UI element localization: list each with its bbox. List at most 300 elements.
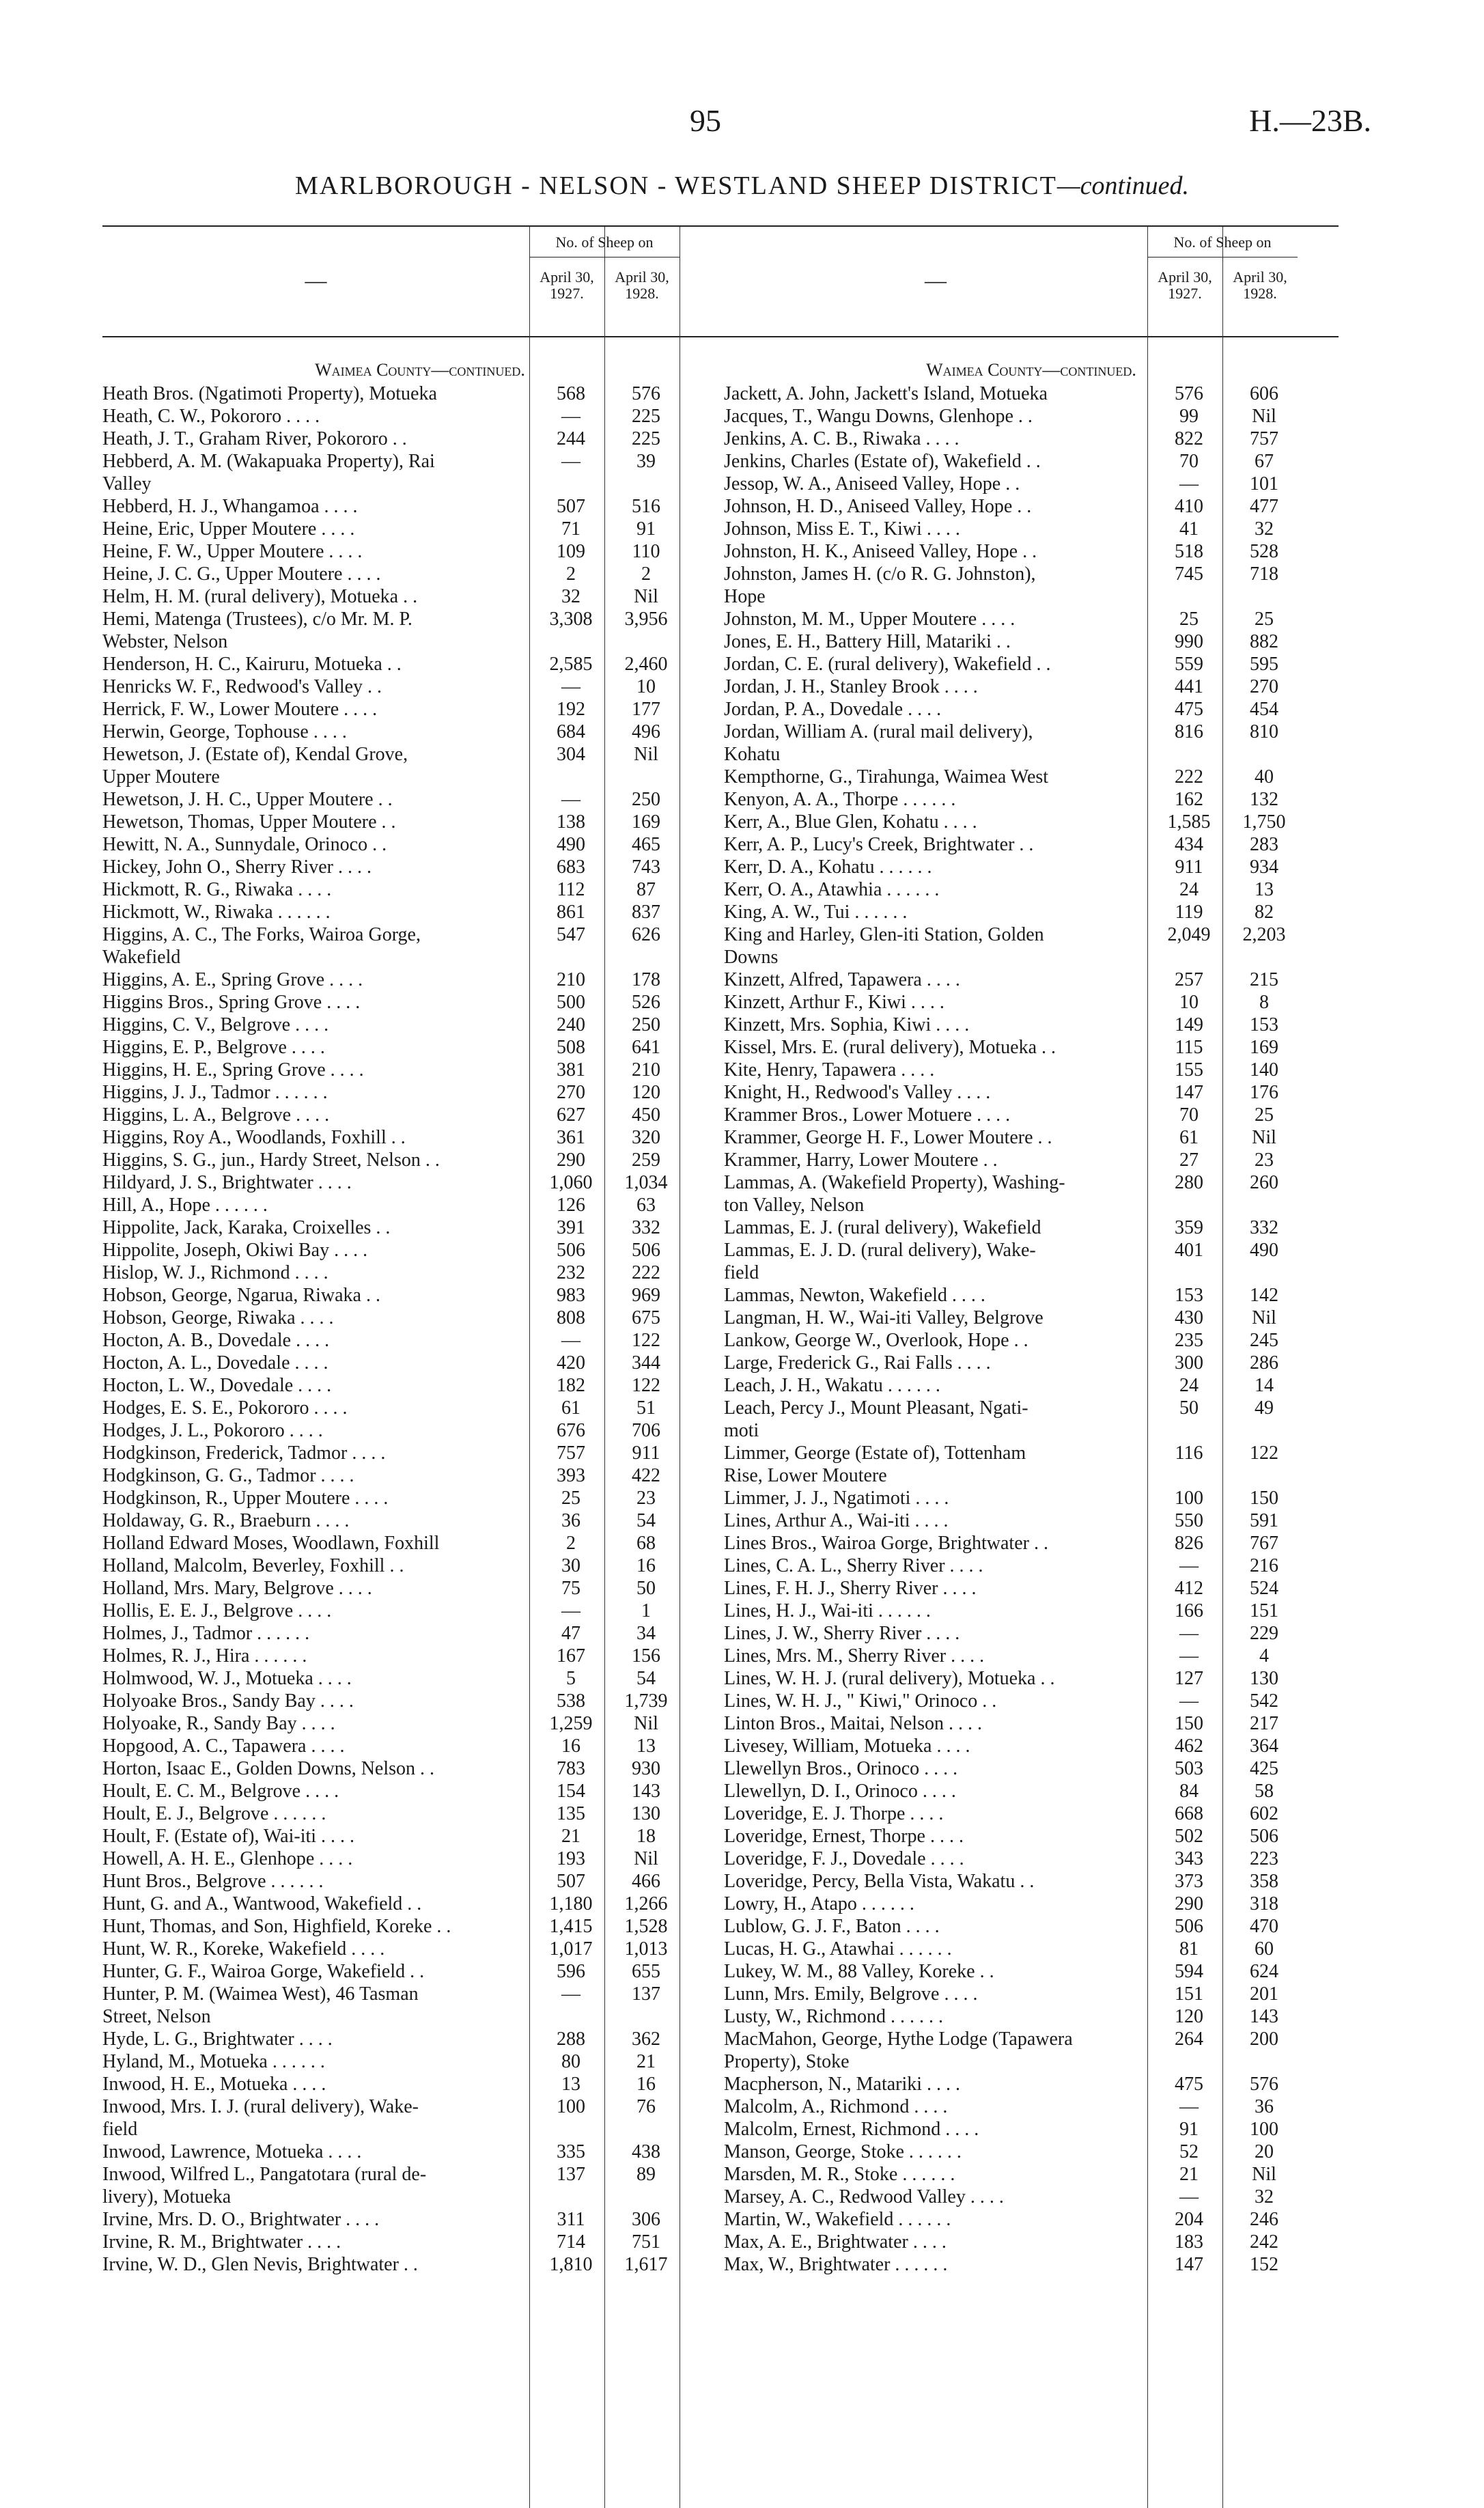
- sheep-1928: 450: [632, 1104, 660, 1126]
- sheep-1927: 147: [1175, 1082, 1203, 1103]
- sheep-1928: 20: [1255, 2141, 1274, 2162]
- table-row: [724, 2005, 1339, 2028]
- table-row: [102, 2028, 738, 2050]
- table-row: [724, 1509, 1339, 1532]
- table-row: [102, 1036, 738, 1059]
- sheep-1928: Nil: [1252, 2164, 1276, 2185]
- sheep-1927: 335: [557, 2141, 585, 2162]
- sheep-1927: 373: [1175, 1871, 1203, 1892]
- sheep-1928: 217: [1250, 1713, 1278, 1734]
- sheep-1928: [608, 473, 684, 495]
- sheep-1928: [1227, 1194, 1302, 1216]
- table-row: [102, 901, 738, 923]
- table-row: [102, 518, 738, 540]
- owner-name: Knight, H., Redwood's Valley . . . .: [724, 1082, 991, 1103]
- sheep-1927: 91: [1179, 2119, 1199, 2140]
- owner-name: Lammas, Newton, Wakefield . . . .: [724, 1285, 985, 1306]
- sheep-1927: 119: [1175, 902, 1203, 923]
- table-row: [102, 382, 738, 405]
- sheep-1927: 502: [1175, 1826, 1203, 1847]
- sheep-1928: 39: [636, 451, 656, 472]
- sheep-1927: —: [1179, 1645, 1199, 1667]
- sheep-1927: 222: [1175, 766, 1203, 788]
- sheep-1928: 200: [1250, 2029, 1278, 2050]
- sheep-1927: 1,810: [549, 2254, 593, 2275]
- sheep-1928: 606: [1250, 383, 1278, 404]
- owner-name: Linton Bros., Maitai, Nelson . . . .: [724, 1713, 982, 1734]
- sheep-1928: [1227, 946, 1302, 969]
- owner-name: Kite, Henry, Tapawera . . . .: [724, 1059, 935, 1081]
- table-row: [724, 2208, 1339, 2231]
- table-row: [102, 1622, 738, 1645]
- table-row: [724, 1555, 1339, 1577]
- owner-name: MacMahon, George, Hythe Lodge (Tapawera: [724, 2029, 1073, 2050]
- sheep-1928: 506: [632, 1240, 660, 1261]
- owner-name: Hope: [724, 586, 766, 607]
- owner-name: Howell, A. H. E., Glenhope . . . .: [102, 1848, 353, 1869]
- table-row: [102, 969, 738, 991]
- sheep-1928: 242: [1250, 2231, 1278, 2253]
- sheep-1928: 122: [1250, 1443, 1278, 1464]
- sheep-1928: 602: [1250, 1803, 1278, 1824]
- sheep-1928: [608, 766, 684, 788]
- owner-name: Jenkins, A. C. B., Riwaka . . . .: [724, 428, 960, 449]
- sheep-1927: 81: [1179, 1938, 1199, 1960]
- sheep-1928: 466: [632, 1871, 660, 1892]
- sheep-1927: 109: [557, 541, 585, 562]
- sheep-1928: 100: [1250, 2119, 1278, 2140]
- sheep-1928: 246: [1250, 2209, 1278, 2230]
- table-row: [724, 1194, 1339, 1216]
- table-row: [724, 1915, 1339, 1938]
- table-row: [724, 450, 1339, 473]
- sheep-1927: 676: [557, 1420, 585, 1441]
- table-row: [724, 2163, 1339, 2186]
- no-sheep-header: No. of Sheep on: [529, 234, 680, 257]
- table-row: [724, 1690, 1339, 1712]
- sheep-1928: 54: [636, 1668, 656, 1689]
- sheep-1928: 911: [632, 1443, 660, 1464]
- sheep-1928: Nil: [1252, 1127, 1276, 1148]
- sheep-1928: Nil: [634, 1713, 658, 1734]
- sheep-1928: 837: [632, 902, 660, 923]
- table-row: [102, 1194, 738, 1216]
- table-row: [724, 428, 1339, 450]
- owner-name: Jordan, J. H., Stanley Brook . . . .: [724, 676, 978, 697]
- owner-name: Holyoake, R., Sandy Bay . . . .: [102, 1713, 335, 1734]
- sheep-1927: 10: [1179, 992, 1199, 1013]
- sheep-1928: 21: [636, 2051, 656, 2072]
- sheep-1927: 434: [1175, 834, 1203, 855]
- sheep-1928: 68: [636, 1533, 656, 1554]
- sheep-1927: 126: [557, 1195, 585, 1216]
- sheep-1927: 24: [1179, 879, 1199, 900]
- table-row: [102, 1757, 738, 1780]
- table-row: [102, 1014, 738, 1036]
- sheep-1927: 5: [566, 1668, 576, 1689]
- sheep-1927: —: [1179, 1690, 1199, 1712]
- sheep-1927: 13: [561, 2074, 580, 2095]
- table-row: [724, 1216, 1339, 1239]
- sheep-1928: 222: [632, 1262, 660, 1283]
- sheep-1928: 229: [1250, 1623, 1278, 1644]
- owner-name: Leach, J. H., Wakatu . . . . . .: [724, 1375, 940, 1396]
- owner-name: Irvine, R. M., Brightwater . . . .: [102, 2231, 341, 2253]
- sheep-1928: 969: [632, 1285, 660, 1306]
- table-row: [724, 1442, 1339, 1464]
- owner-name: Max, A. E., Brightwater . . . .: [724, 2231, 947, 2253]
- sheep-1928: 122: [632, 1375, 660, 1396]
- sheep-1927: 861: [557, 902, 585, 923]
- title-continued: —continued.: [1056, 171, 1190, 200]
- table-row: [102, 1487, 738, 1509]
- table-row: [724, 1802, 1339, 1825]
- sheep-1928: 934: [1250, 856, 1278, 878]
- sheep-1927: 24: [1179, 1375, 1199, 1396]
- sheep-1927: 127: [1175, 1668, 1203, 1689]
- table-row: [724, 1960, 1339, 1983]
- owner-name: Hebberd, H. J., Whangamoa . . . .: [102, 496, 358, 517]
- table-row: [102, 585, 738, 608]
- sheep-1928: 595: [1250, 654, 1278, 675]
- sheep-1928: 757: [1250, 428, 1278, 449]
- owner-name: Inwood, Mrs. I. J. (rural delivery), Wake-: [102, 2096, 419, 2117]
- owner-name: Holmes, R. J., Hira . . . . . .: [102, 1645, 307, 1667]
- sheep-1927: 490: [557, 834, 585, 855]
- sheep-1928: 706: [632, 1420, 660, 1441]
- table-row: [102, 653, 738, 675]
- sheep-1927: 684: [557, 721, 585, 742]
- owner-name: Johnston, James H. (c/o R. G. Johnston),: [724, 563, 1036, 585]
- sheep-1927: 826: [1175, 1533, 1203, 1554]
- sheep-1927: [533, 2118, 608, 2141]
- year-1927-header: April 30, 1927.: [540, 268, 594, 302]
- sheep-1928: 54: [636, 1510, 656, 1531]
- sheep-1928: 89: [636, 2164, 656, 2185]
- sheep-1927: 683: [557, 856, 585, 878]
- owner-name: Lines, Mrs. M., Sherry River . . . .: [724, 1645, 985, 1667]
- table-row: [724, 811, 1339, 833]
- table-row: [102, 1419, 738, 1442]
- table-row: [724, 1825, 1339, 1848]
- owner-name: Hickmott, W., Riwaka . . . . . .: [102, 902, 331, 923]
- table-row: [102, 1307, 738, 1329]
- table-row: [102, 1397, 738, 1419]
- sheep-1928: 1,013: [624, 1938, 668, 1960]
- owner-name: Hodgkinson, R., Upper Moutere . . . .: [102, 1488, 389, 1509]
- sheep-1928: [1227, 585, 1302, 608]
- table-row: [724, 743, 1339, 766]
- owner-name: Hickey, John O., Sherry River . . . .: [102, 856, 372, 878]
- table-row: [102, 833, 738, 856]
- owner-name: Hildyard, J. S., Brightwater . . . .: [102, 1172, 352, 1193]
- table-row: [724, 991, 1339, 1014]
- owner-name: Herrick, F. W., Lower Moutere . . . .: [102, 699, 378, 720]
- owner-name: Hemi, Matenga (Trustees), c/o Mr. M. P.: [102, 609, 412, 630]
- sheep-1927: 410: [1175, 496, 1203, 517]
- owner-name: Martin, W., Wakefield . . . . . .: [724, 2209, 951, 2230]
- sheep-1928: 542: [1250, 1690, 1278, 1712]
- sheep-1928: 743: [632, 856, 660, 878]
- sheep-1928: 344: [632, 1352, 660, 1374]
- sheep-1927: [1151, 1262, 1227, 1284]
- owner-name: Henricks W. F., Redwood's Valley . .: [102, 676, 382, 697]
- sheep-1927: 244: [557, 428, 585, 449]
- table-row: [102, 1059, 738, 1081]
- table-row: [724, 630, 1339, 653]
- table-row: [102, 1442, 738, 1464]
- sheep-1927: 990: [1175, 631, 1203, 652]
- owner-name: Loveridge, F. J., Dovedale . . . .: [724, 1848, 964, 1869]
- owner-name: Wakefield: [102, 947, 181, 968]
- owner-name: Hunt, W. R., Koreke, Wakefield . . . .: [102, 1938, 385, 1960]
- owner-name: Lines, C. A. L., Sherry River . . . .: [724, 1555, 983, 1576]
- owner-name: Llewellyn Bros., Orinoco . . . .: [724, 1758, 958, 1779]
- table-row: [724, 1081, 1339, 1104]
- sheep-1927: 3,308: [549, 609, 593, 630]
- sheep-1928: 364: [1250, 1736, 1278, 1757]
- table-row: [102, 1690, 738, 1712]
- table-row: [724, 1893, 1339, 1915]
- sheep-1928: 122: [632, 1330, 660, 1351]
- table-row: [724, 2050, 1339, 2073]
- owner-name: Krammer, Harry, Lower Moutere . .: [724, 1150, 998, 1171]
- sheep-1927: 112: [557, 879, 585, 900]
- owner-name: Higgins, H. E., Spring Grove . . . .: [102, 1059, 364, 1081]
- sheep-1927: 151: [1175, 1983, 1203, 2005]
- owner-name: Rise, Lower Moutere: [724, 1465, 887, 1486]
- table-row: [102, 450, 738, 473]
- owner-name: Downs: [724, 947, 779, 968]
- sheep-1927: 100: [557, 2096, 585, 2117]
- owner-name: Hyde, L. G., Brightwater . . . .: [102, 2029, 333, 2050]
- owner-name: Jacques, T., Wangu Downs, Glenhope . .: [724, 406, 1033, 427]
- owner-name: Lines, W. H. J., " Kiwi," Orinoco . .: [724, 1690, 997, 1712]
- owner-name: Property), Stoke: [724, 2051, 850, 2072]
- sheep-1927: 153: [1175, 1285, 1203, 1306]
- owner-name: Inwood, Wilfred L., Pangatotara (rural de-: [102, 2164, 427, 2185]
- owner-name: Holyoake Bros., Sandy Bay . . . .: [102, 1690, 354, 1712]
- year-1928-header: April 30, 1928.: [615, 268, 669, 302]
- table-row: [102, 630, 738, 653]
- sheep-1928: 496: [632, 721, 660, 742]
- owner-name: Max, W., Brightwater . . . . . .: [724, 2254, 948, 2275]
- sheep-1927: 264: [1175, 2029, 1203, 2050]
- sheep-1927: 162: [1175, 789, 1203, 810]
- sheep-1927: 559: [1175, 654, 1203, 675]
- sheep-1928: 8: [1259, 992, 1269, 1013]
- owner-name: ton Valley, Nelson: [724, 1195, 865, 1216]
- sheep-1928: 225: [632, 406, 660, 427]
- owner-name: Marsey, A. C., Redwood Valley . . . .: [724, 2186, 1004, 2207]
- table-row: [724, 382, 1339, 405]
- sheep-1928: 36: [1255, 2096, 1274, 2117]
- table-row: [724, 1036, 1339, 1059]
- table-row: [724, 1262, 1339, 1284]
- table-row: [102, 608, 738, 630]
- sheep-1928: 641: [632, 1037, 660, 1058]
- owner-name: Hunt Bros., Belgrove . . . . . .: [102, 1871, 324, 1892]
- table-row: [102, 1893, 738, 1915]
- sheep-1927: [1151, 1464, 1227, 1487]
- owner-name: Jordan, C. E. (rural delivery), Wakefield . .: [724, 654, 1051, 675]
- table-row: [724, 1374, 1339, 1397]
- page-number: 95: [690, 103, 721, 138]
- table-row: [724, 1532, 1339, 1555]
- table-row: [724, 473, 1339, 495]
- owner-name: Hocton, A. B., Dovedale . . . .: [102, 1330, 330, 1351]
- owner-name: Limmer, George (Estate of), Tottenham: [724, 1443, 1026, 1464]
- owner-name: Upper Moutere: [102, 766, 220, 788]
- sheep-1927: 61: [561, 1397, 580, 1419]
- table-row: [102, 2253, 738, 2276]
- owner-name: Hocton, A. L., Dovedale . . . .: [102, 1352, 328, 1374]
- table-row: [102, 2231, 738, 2253]
- table-row: [724, 1419, 1339, 1442]
- name-column-header: —: [305, 268, 327, 292]
- sheep-1928: 332: [632, 1217, 660, 1238]
- sheep-1927: 430: [1175, 1307, 1203, 1328]
- sheep-1927: [533, 946, 608, 969]
- owner-name: Hoult, E. C. M., Belgrove . . . .: [102, 1781, 339, 1802]
- sheep-1928: 526: [632, 992, 660, 1013]
- table-row: [102, 1577, 738, 1600]
- sheep-1928: [1227, 1419, 1302, 1442]
- owner-name: Marsden, M. R., Stoke . . . . . .: [724, 2164, 955, 2185]
- sheep-1927: [533, 2005, 608, 2028]
- sheep-1927: [533, 473, 608, 495]
- owner-name: Lines, F. H. J., Sherry River . . . .: [724, 1578, 977, 1599]
- owner-name: Hollis, E. E. J., Belgrove . . . .: [102, 1600, 332, 1621]
- sheep-1928: 259: [632, 1150, 660, 1171]
- table-row: [724, 1870, 1339, 1893]
- sheep-1927: 911: [1175, 856, 1203, 878]
- table-row: [724, 1848, 1339, 1870]
- sheep-1928: 215: [1250, 969, 1278, 990]
- sheep-1928: 516: [632, 496, 660, 517]
- owner-name: Lublow, G. J. F., Baton . . . .: [724, 1916, 940, 1937]
- sheep-1927: 115: [1175, 1037, 1203, 1058]
- sheep-1927: 135: [557, 1803, 585, 1824]
- sheep-1927: 1,180: [549, 1893, 593, 1914]
- sheep-1928: 25: [1255, 609, 1274, 630]
- table-row: [102, 405, 738, 428]
- no-sheep-header: No. of Sheep on: [1147, 234, 1298, 257]
- sheep-1927: 508: [557, 1037, 585, 1058]
- sheep-1927: 2,585: [549, 654, 593, 675]
- sheep-1928: 250: [632, 1014, 660, 1035]
- sheep-1928: 76: [636, 2096, 656, 2117]
- owner-name: Johnston, H. K., Aniseed Valley, Hope . .: [724, 541, 1037, 562]
- sheep-1928: [1227, 1262, 1302, 1284]
- sheep-1927: 381: [557, 1059, 585, 1081]
- sheep-1928: 576: [632, 383, 660, 404]
- sheep-1927: 420: [557, 1352, 585, 1374]
- table-row: [102, 1780, 738, 1802]
- table-row: [102, 1509, 738, 1532]
- sheep-1927: 506: [557, 1240, 585, 1261]
- owner-name: Irvine, W. D., Glen Nevis, Brightwater . .: [102, 2254, 418, 2275]
- table-row: [102, 766, 738, 788]
- sheep-1928: 169: [632, 811, 660, 833]
- owner-name: Llewellyn, D. I., Orinoco . . . .: [724, 1781, 956, 1802]
- sheep-1928: 1: [641, 1600, 651, 1621]
- table-row: [724, 788, 1339, 811]
- sheep-1927: 311: [557, 2209, 585, 2230]
- sheep-1928: 332: [1250, 1217, 1278, 1238]
- owner-name: Limmer, J. J., Ngatimoti . . . .: [724, 1488, 949, 1509]
- sheep-1927: 75: [561, 1578, 580, 1599]
- column-rule: [1222, 227, 1223, 2508]
- year-1927-header: April 30, 1927.: [1158, 268, 1212, 302]
- table-row: [102, 946, 738, 969]
- owner-name: Malcolm, Ernest, Richmond . . . .: [724, 2119, 979, 2140]
- table-row: [724, 675, 1339, 698]
- sheep-1928: 137: [632, 1983, 660, 2005]
- sheep-1927: 393: [557, 1465, 585, 1486]
- table-row: [724, 901, 1339, 923]
- table-row: [102, 540, 738, 563]
- sheep-1928: 1,266: [624, 1893, 668, 1914]
- table-row: [724, 1329, 1339, 1352]
- owner-name: Hodgkinson, Frederick, Tadmor . . . .: [102, 1443, 386, 1464]
- sheep-1928: 10: [636, 676, 656, 697]
- sheep-1928: 2: [641, 563, 651, 585]
- owner-name: Hobson, George, Ngarua, Riwaka . .: [102, 1285, 380, 1306]
- table-row: [724, 563, 1339, 585]
- table-row: [102, 878, 738, 901]
- sheep-1928: Nil: [634, 1848, 658, 1869]
- sheep-1928: 143: [632, 1781, 660, 1802]
- owner-name: Hunter, P. M. (Waimea West), 46 Tasman: [102, 1983, 419, 2005]
- sheep-1927: 41: [1179, 518, 1199, 540]
- sheep-1927: 475: [1175, 699, 1203, 720]
- table-row: [724, 1397, 1339, 1419]
- table-row: [102, 1374, 738, 1397]
- sheep-1927: 138: [557, 811, 585, 833]
- owner-name: Inwood, Lawrence, Motueka . . . .: [102, 2141, 362, 2162]
- table-row: [724, 1014, 1339, 1036]
- sheep-1928: 40: [1255, 766, 1274, 788]
- sheep-1927: 290: [1175, 1893, 1203, 1914]
- table-row: [724, 1712, 1339, 1735]
- table-row: [102, 473, 738, 495]
- sheep-1927: 47: [561, 1623, 580, 1644]
- sheep-1927: 149: [1175, 1014, 1203, 1035]
- sheep-1928: [608, 2118, 684, 2141]
- sheep-1927: —: [561, 406, 580, 427]
- sheep-1928: 675: [632, 1307, 660, 1328]
- sheep-1928: 1,528: [624, 1916, 668, 1937]
- owner-name: Hunt, G. and A., Wantwood, Wakefield . .: [102, 1893, 422, 1914]
- sheep-1928: 810: [1250, 721, 1278, 742]
- sheep-1927: 84: [1179, 1781, 1199, 1802]
- owner-name: Johnson, H. D., Aniseed Valley, Hope . .: [724, 496, 1032, 517]
- owner-name: Leach, Percy J., Mount Pleasant, Ngati-: [724, 1397, 1028, 1419]
- sheep-1928: 4: [1259, 1645, 1269, 1667]
- sheep-1928: 130: [1250, 1668, 1278, 1689]
- owner-name: Street, Nelson: [102, 2006, 211, 2027]
- sheep-1927: 290: [557, 1150, 585, 1171]
- sheep-1927: 359: [1175, 1217, 1203, 1238]
- column-rule: [529, 227, 530, 2508]
- sheep-1927: 300: [1175, 1352, 1203, 1374]
- sheep-1927: 193: [557, 1848, 585, 1869]
- sheep-1927: 594: [1175, 1961, 1203, 1982]
- table-row: [724, 518, 1339, 540]
- table-row: [724, 1352, 1339, 1374]
- owner-name: Lowry, H., Atapo . . . . . .: [724, 1893, 914, 1914]
